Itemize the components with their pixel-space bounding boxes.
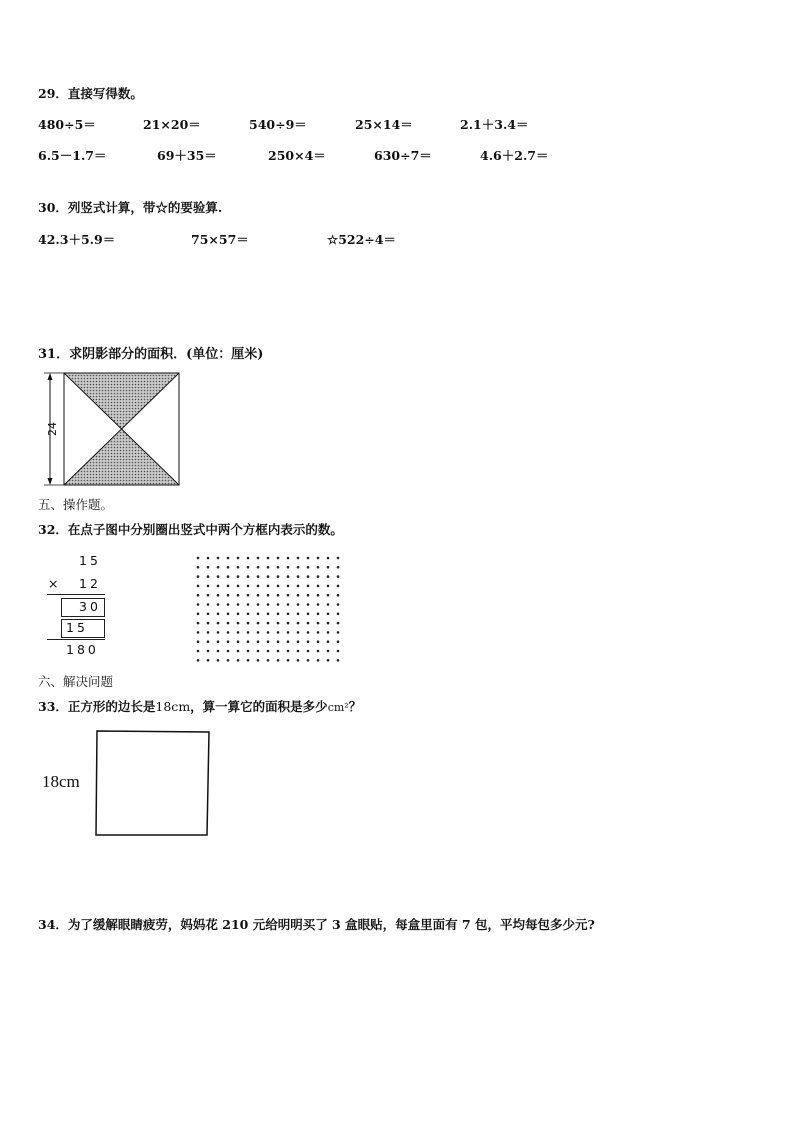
grid-dot xyxy=(247,613,250,616)
grid-dot xyxy=(237,613,240,616)
grid-dot xyxy=(327,622,330,625)
q29-item: 6.5－1.7＝ xyxy=(38,148,107,163)
grid-dot xyxy=(277,566,280,569)
grid-dot xyxy=(297,613,300,616)
grid-dot xyxy=(277,659,280,662)
grid-dot xyxy=(237,622,240,625)
grid-dot xyxy=(337,566,340,569)
grid-dot xyxy=(327,613,330,616)
q29-item: 4.6＋2.7＝ xyxy=(480,148,549,163)
grid-dot xyxy=(327,575,330,578)
grid-dot xyxy=(197,585,200,588)
grid-dot xyxy=(237,557,240,560)
grid-dot xyxy=(317,566,320,569)
grid-dot xyxy=(297,603,300,606)
grid-dot xyxy=(317,640,320,643)
grid-dot xyxy=(207,622,210,625)
q29-item: 21×20＝ xyxy=(143,117,201,132)
grid-dot xyxy=(297,585,300,588)
grid-dot xyxy=(207,650,210,653)
q33-title-prefix: 33．正方形的边长是 xyxy=(38,699,156,714)
grid-dot xyxy=(257,566,260,569)
grid-dot xyxy=(327,557,330,560)
grid-dot xyxy=(317,659,320,662)
q33-square xyxy=(95,729,213,839)
q33-title-mid: ，算一算它的面积是多少 xyxy=(190,699,328,714)
grid-dot xyxy=(247,585,250,588)
grid-dot xyxy=(297,566,300,569)
grid-dot xyxy=(267,659,270,662)
grid-dot xyxy=(197,613,200,616)
grid-dot xyxy=(247,566,250,569)
grid-dot xyxy=(307,650,310,653)
grid-dot xyxy=(207,640,210,643)
grid-dot xyxy=(227,613,230,616)
grid-dot xyxy=(247,622,250,625)
grid-dot xyxy=(257,603,260,606)
q32-title: 32．在点子图中分别圈出竖式中两个方框内表示的数。 xyxy=(38,522,343,537)
grid-dot xyxy=(227,650,230,653)
grid-dot xyxy=(217,557,220,560)
grid-dot xyxy=(317,603,320,606)
grid-dot xyxy=(317,650,320,653)
grid-dot xyxy=(207,613,210,616)
grid-dot xyxy=(207,557,210,560)
grid-dot xyxy=(327,594,330,597)
grid-dot xyxy=(287,594,290,597)
grid-dot xyxy=(197,622,200,625)
vm-partial-1: 30 xyxy=(79,599,101,614)
grid-dot xyxy=(217,631,220,634)
grid-dot xyxy=(307,585,310,588)
grid-dot xyxy=(267,566,270,569)
q31-figure xyxy=(38,368,188,490)
grid-dot xyxy=(297,575,300,578)
grid-dot xyxy=(237,585,240,588)
vm-partial-2: 15 xyxy=(66,620,88,635)
q30-item: ☆522÷4＝ xyxy=(327,232,396,247)
grid-dot xyxy=(337,631,340,634)
q30-title: 30．列竖式计算，带☆的要验算. xyxy=(38,200,223,215)
vm-result: 180 xyxy=(66,642,99,657)
grid-dot xyxy=(237,566,240,569)
grid-dot xyxy=(317,631,320,634)
grid-dot xyxy=(217,650,220,653)
grid-dot xyxy=(267,557,270,560)
grid-dot xyxy=(287,659,290,662)
q29-item: 630÷7＝ xyxy=(374,148,432,163)
q33-figure-label: 18cm xyxy=(42,772,80,791)
grid-dot xyxy=(337,557,340,560)
grid-dot xyxy=(217,603,220,606)
grid-dot xyxy=(267,622,270,625)
grid-dot xyxy=(227,622,230,625)
grid-dot xyxy=(237,650,240,653)
grid-dot xyxy=(337,575,340,578)
grid-dot xyxy=(197,566,200,569)
grid-dot xyxy=(257,631,260,634)
grid-dot xyxy=(277,613,280,616)
grid-dot xyxy=(227,603,230,606)
grid-dot xyxy=(287,650,290,653)
grid-dot xyxy=(327,585,330,588)
grid-dot xyxy=(277,631,280,634)
q30-item: 75×57＝ xyxy=(191,232,249,247)
grid-dot xyxy=(207,585,210,588)
grid-dot xyxy=(307,603,310,606)
vm-top: 15 xyxy=(79,553,101,568)
grid-dot xyxy=(207,631,210,634)
grid-dot xyxy=(307,557,310,560)
grid-dot xyxy=(257,613,260,616)
grid-dot xyxy=(247,557,250,560)
q29-item: 69＋35＝ xyxy=(157,148,217,163)
grid-dot xyxy=(247,650,250,653)
grid-dot xyxy=(287,585,290,588)
grid-dot xyxy=(327,659,330,662)
vm-rule-2 xyxy=(47,639,105,640)
grid-dot xyxy=(267,594,270,597)
grid-dot xyxy=(337,594,340,597)
grid-dot xyxy=(317,585,320,588)
q29-item: 250×4＝ xyxy=(268,148,326,163)
grid-dot xyxy=(207,566,210,569)
grid-dot xyxy=(307,622,310,625)
grid-dot xyxy=(217,594,220,597)
grid-dot xyxy=(247,631,250,634)
grid-dot xyxy=(337,603,340,606)
grid-dot xyxy=(257,557,260,560)
section5-title: 五、操作题。 xyxy=(38,497,114,512)
grid-dot xyxy=(227,557,230,560)
grid-dot xyxy=(327,631,330,634)
q29-item: 540÷9＝ xyxy=(249,117,307,132)
grid-dot xyxy=(307,640,310,643)
grid-dot xyxy=(217,613,220,616)
grid-dot xyxy=(237,640,240,643)
grid-dot xyxy=(207,603,210,606)
grid-dot xyxy=(217,640,220,643)
grid-dot xyxy=(227,659,230,662)
grid-dot xyxy=(257,575,260,578)
grid-dot xyxy=(307,566,310,569)
grid-dot xyxy=(217,659,220,662)
grid-dot xyxy=(337,613,340,616)
grid-dot xyxy=(277,557,280,560)
q29-title: 29．直接写得数。 xyxy=(38,86,143,101)
vm-multiplier: 12 xyxy=(79,576,101,591)
grid-dot xyxy=(207,594,210,597)
dimension-label: 24 xyxy=(46,422,59,436)
grid-dot xyxy=(337,640,340,643)
grid-dot xyxy=(247,603,250,606)
grid-dot xyxy=(257,594,260,597)
q29-item: 480÷5＝ xyxy=(38,117,96,132)
grid-dot xyxy=(277,622,280,625)
grid-dot xyxy=(317,613,320,616)
grid-dot xyxy=(197,603,200,606)
grid-dot xyxy=(307,659,310,662)
grid-dot xyxy=(257,622,260,625)
grid-dot xyxy=(337,650,340,653)
grid-dot xyxy=(297,557,300,560)
grid-dot xyxy=(197,650,200,653)
section6-title: 六、解决问题 xyxy=(38,674,114,689)
grid-dot xyxy=(197,659,200,662)
q29-item: 2.1＋3.4＝ xyxy=(460,117,529,132)
grid-dot xyxy=(307,631,310,634)
grid-dot xyxy=(197,575,200,578)
grid-dot xyxy=(327,566,330,569)
grid-dot xyxy=(217,585,220,588)
grid-dot xyxy=(337,585,340,588)
grid-dot xyxy=(267,650,270,653)
grid-dot xyxy=(327,640,330,643)
vm-operator: × xyxy=(48,576,59,591)
grid-dot xyxy=(237,575,240,578)
grid-dot xyxy=(287,640,290,643)
grid-dot xyxy=(297,659,300,662)
grid-dot xyxy=(277,640,280,643)
q33-side: 18cm xyxy=(155,699,191,714)
grid-dot xyxy=(207,575,210,578)
grid-dot xyxy=(337,659,340,662)
grid-dot xyxy=(217,566,220,569)
grid-dot xyxy=(287,631,290,634)
grid-dot xyxy=(317,622,320,625)
grid-dot xyxy=(267,631,270,634)
grid-dot xyxy=(227,585,230,588)
grid-dot xyxy=(197,594,200,597)
grid-dot xyxy=(277,575,280,578)
grid-dot xyxy=(197,631,200,634)
grid-dot xyxy=(277,603,280,606)
grid-dot xyxy=(227,631,230,634)
grid-dot xyxy=(287,575,290,578)
grid-dot xyxy=(247,659,250,662)
shaded-triangle-top xyxy=(64,373,179,429)
grid-dot xyxy=(257,640,260,643)
grid-dot xyxy=(297,622,300,625)
grid-dot xyxy=(197,640,200,643)
grid-dot xyxy=(217,575,220,578)
q31-title: 31．求阴影部分的面积．(单位：厘米) xyxy=(38,347,264,362)
q33-unit: cm² xyxy=(327,701,349,714)
grid-dot xyxy=(217,622,220,625)
grid-dot xyxy=(297,594,300,597)
grid-dot xyxy=(237,603,240,606)
grid-dot xyxy=(297,650,300,653)
grid-dot xyxy=(307,594,310,597)
grid-dot xyxy=(207,659,210,662)
q33-title xyxy=(38,697,361,715)
grid-dot xyxy=(247,575,250,578)
grid-dot xyxy=(237,594,240,597)
q33-title-suffix: ？ xyxy=(348,699,362,714)
shaded-triangle-bottom xyxy=(64,429,179,485)
grid-dot xyxy=(267,603,270,606)
grid-dot xyxy=(247,640,250,643)
grid-dot xyxy=(287,622,290,625)
grid-dot xyxy=(337,622,340,625)
q34-title: 34．为了缓解眼睛疲劳，妈妈花 210 元给明明买了 3 盒眼贴，每盒里面有 7 包，平均每包多少元? xyxy=(38,917,595,932)
grid-dot xyxy=(227,594,230,597)
grid-dot xyxy=(307,613,310,616)
grid-dot xyxy=(297,640,300,643)
vm-rule-1 xyxy=(47,594,105,595)
grid-dot xyxy=(247,594,250,597)
grid-dot xyxy=(257,659,260,662)
grid-dot xyxy=(317,594,320,597)
dot-grid xyxy=(195,555,340,661)
grid-dot xyxy=(317,575,320,578)
grid-dot xyxy=(257,650,260,653)
grid-dot xyxy=(307,575,310,578)
grid-dot xyxy=(227,566,230,569)
q30-item: 42.3＋5.9＝ xyxy=(38,232,116,247)
grid-dot xyxy=(317,557,320,560)
grid-dot xyxy=(327,650,330,653)
grid-dot xyxy=(267,585,270,588)
grid-dot xyxy=(227,575,230,578)
grid-dot xyxy=(287,557,290,560)
grid-dot xyxy=(267,575,270,578)
q29-item: 25×14＝ xyxy=(355,117,413,132)
grid-dot xyxy=(277,585,280,588)
grid-dot xyxy=(237,659,240,662)
grid-dot xyxy=(237,631,240,634)
grid-dot xyxy=(287,566,290,569)
grid-dot xyxy=(287,613,290,616)
grid-dot xyxy=(277,594,280,597)
grid-dot xyxy=(297,631,300,634)
grid-dot xyxy=(327,603,330,606)
grid-dot xyxy=(287,603,290,606)
grid-dot xyxy=(277,650,280,653)
grid-dot xyxy=(267,613,270,616)
grid-dot xyxy=(227,640,230,643)
grid-dot xyxy=(257,585,260,588)
grid-dot xyxy=(197,557,200,560)
grid-dot xyxy=(267,640,270,643)
